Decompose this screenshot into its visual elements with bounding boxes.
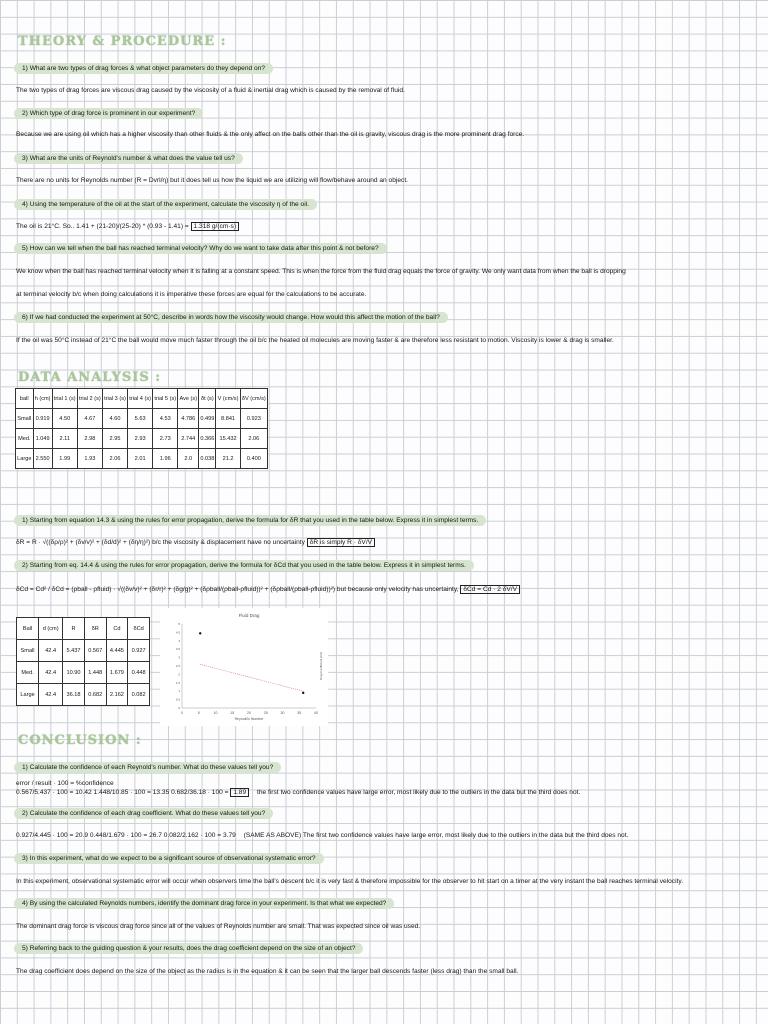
timing-table-header-cell: ball — [16, 389, 34, 409]
timing-table-cell: 2.01 — [128, 449, 153, 469]
theory-answer-1: The two types of drag forces are viscous drag caused by the viscosity of a fluid & inertial drag which is caused by the removal of fluid. — [16, 87, 405, 94]
timing-table-cell: 4.67 — [77, 409, 102, 429]
y-tick-label: 2 — [178, 672, 180, 677]
reynolds-table-cell: 10.90 — [63, 662, 85, 684]
reynolds-table-cell: 0.567 — [84, 640, 106, 662]
timing-table-cell: 2.550 — [33, 449, 52, 469]
reynolds-table-row — [17, 640, 150, 662]
timing-table-cell: 0.038 — [199, 449, 216, 469]
timing-table-cell: 0.366 — [199, 429, 216, 449]
drag-confidence-comment: (SAME AS ABOVE) The first two confidence values have large error, most likely due to the outliers in the data but the third does not. — [243, 832, 629, 839]
reynolds-confidence-box: 1.89 — [230, 788, 249, 797]
x-tick-label: 15 — [230, 711, 235, 715]
x-axis-label: Reynold's Number — [234, 717, 264, 721]
y-tick-label: 4 — [178, 638, 180, 643]
theory-answer-5a: We know when the ball has reached terminal velocity when it is falling at a constant speed. This is when the force from the fluid drag equals the force of gravity. We only want data from when the ball is dropping — [16, 268, 626, 275]
reynolds-confidence-calcs: 0.567/5.437 · 100 = 10.42 1.448/10.85 · 100 = 13.35 0.682/36.18 · 100 = — [16, 789, 229, 796]
reynolds-table-cell: 0.448 — [128, 662, 150, 684]
timing-data-table — [15, 388, 268, 469]
timing-table-cell: 2.0 — [178, 449, 199, 469]
reynolds-table-header-cell: Cd — [106, 618, 128, 640]
timing-table-header-cell: Ave (s) — [178, 389, 199, 409]
timing-table-cell: 0.400 — [240, 449, 267, 469]
timing-table-cell: 1.99 — [52, 449, 77, 469]
conclusion-question-1: 1) Calculate the confidence of each Reynold's number. What do these values tell you? — [14, 762, 281, 773]
timing-table-header-cell: h (cm) — [33, 389, 52, 409]
reynolds-table-cell: 36.18 — [63, 684, 85, 706]
analysis-question-1: 1) Starting from equation 14.3 & using the rules for error propagation, derive the formula for δR that you used in the table below. Express it in simplest terms. — [14, 515, 486, 526]
reynolds-table-cell: 42.4 — [39, 662, 63, 684]
y-tick-label: 3.5 — [175, 647, 180, 652]
theory-question-3: 3) What are the units of Reynold's number & what does the value tell us? — [14, 153, 243, 164]
reynolds-table-header-cell: δR — [84, 618, 106, 640]
reynolds-table-cell: 0.682 — [84, 684, 106, 706]
y-tick-label: 5 — [178, 622, 180, 626]
timing-table-cell: 2.95 — [102, 429, 127, 449]
reynolds-table-row — [17, 662, 150, 684]
timing-table-cell: 2.06 — [240, 429, 267, 449]
x-tick-label: 25 — [263, 711, 268, 715]
timing-table-cell: 4.60 — [102, 409, 127, 429]
y-tick-label: 0.5 — [175, 697, 180, 702]
analysis-formula-1 — [16, 538, 375, 547]
timing-table-cell: 2.98 — [77, 429, 102, 449]
conclusion-answer-3: In this experiment, observational systematic error will occur when observers time the ball's descent b/c it is very fast & therefore impossible for the observer to hit start on a timer at the very instant the ball reaches terminal velocity. — [16, 878, 684, 885]
reynolds-table-header-cell: δCd — [128, 618, 150, 640]
y-tick-label: 2.5 — [175, 664, 180, 668]
timing-table-cell: 2.73 — [153, 429, 178, 449]
reynolds-table-row — [17, 684, 150, 706]
conclusion-question-5: 5) Referring back to the guiding question & your results, does the drag coefficient depend on the size of an object? — [14, 943, 363, 954]
x-tick-label: 35 — [297, 711, 302, 715]
x-tick-label: 20 — [247, 711, 251, 715]
reynolds-table-cell: Large — [17, 684, 39, 706]
timing-table-cell: 2.06 — [102, 449, 127, 469]
reynolds-table-header-cell: d (cm) — [39, 618, 63, 640]
timing-table-cell: 4.786 — [178, 409, 199, 429]
y-tick-label: 1 — [178, 689, 180, 694]
conclusion-question-4: 4) By using the calculated Reynolds numbers, identify the dominant drag force in your experiment. Is that what we expected? — [14, 898, 394, 909]
conclusion-question-2: 2) Calculate the confidence of each drag coefficient. What do these values tell you? — [14, 808, 273, 819]
x-tick-label: 10 — [213, 711, 218, 715]
timing-table-header-cell: trial 3 (s) — [102, 389, 127, 409]
section-title-theory: THEORY & PROCEDURE : — [18, 34, 227, 49]
fluid-drag-chart — [160, 608, 328, 726]
timing-table-cell: Med. — [16, 429, 34, 449]
delta-cd-result-box: δCd = Cd · 2 δV/V — [460, 585, 520, 594]
trendline — [200, 664, 303, 691]
timing-table-cell: Small — [16, 409, 34, 429]
timing-table-header-cell: trial 4 (s) — [128, 389, 153, 409]
conclusion-question-3: 3) In this experiment, what do we expect to be a significant source of observational systematic error? — [14, 853, 324, 864]
timing-table-header-cell: δV (cm/s) — [240, 389, 267, 409]
timing-table-header-cell: trial 1 (s) — [52, 389, 77, 409]
x-tick-label: 30 — [280, 711, 285, 715]
timing-table-cell: 2.744 — [178, 429, 199, 449]
timing-table-row — [16, 429, 268, 449]
timing-table-cell: 15.432 — [216, 429, 240, 449]
delta-r-derivation: δR = R · √((δρ/ρ)² + (δv/v)² + (δd/d)² + (δη/η)²) b/c the viscosity & displacement have no uncertainty — [16, 539, 305, 546]
analysis-formula-2 — [16, 585, 520, 594]
timing-table-cell: 5.63 — [128, 409, 153, 429]
timing-table-cell: 0.923 — [240, 409, 267, 429]
theory-answer-4 — [16, 222, 239, 231]
timing-table-cell: 1.96 — [153, 449, 178, 469]
reynolds-table-cell: 1.679 — [106, 662, 128, 684]
timing-table-cell: 2.11 — [52, 429, 77, 449]
reynolds-table-cell: 2.162 — [106, 684, 128, 706]
chart-title: Fluid Drag — [238, 613, 260, 618]
reynolds-table-cell: 42.4 — [39, 640, 63, 662]
drag-confidence-calcs: 0.927/4.445 · 100 = 20.9 0.448/1.679 · 100 = 26.7 0.082/2.162 · 100 = 3.79 — [16, 832, 236, 839]
section-title-conclusion: CONCLUSION : — [18, 733, 142, 748]
timing-table-header-cell: V (cm/s) — [216, 389, 240, 409]
drag-confidence-row — [16, 831, 628, 840]
theory-answer-2: Because we are using oil which has a higher viscosity than other fluids & the only affect on the balls other than the oil is gravity, viscous drag is the more prominent drag force. — [16, 131, 525, 138]
analysis-question-2: 2) Starting from eq. 14.4 & using the rules for error propagation, derive the formula for δCd that you used in the table below. Express it in simplest terms. — [14, 560, 474, 571]
theory-answer-3: There are no units for Reynolds number (R = Dvrl/η) but it does tell us how the liquid we are utilizing will flow/behave around an object. — [16, 177, 408, 184]
timing-table-header-cell: trial 5 (s) — [153, 389, 178, 409]
timing-table-cell: 0.919 — [33, 409, 52, 429]
reynolds-table-cell: 42.4 — [39, 684, 63, 706]
reynolds-table-cell: Small — [17, 640, 39, 662]
timing-table-cell: 0.499 — [199, 409, 216, 429]
timing-table-cell: 21.2 — [216, 449, 240, 469]
reynolds-confidence-labels: error / result · 100 = %confidence — [16, 780, 114, 787]
reynolds-table-header-cell: Ball — [17, 618, 39, 640]
reynolds-table-header-row — [17, 618, 150, 640]
y-tick-label: 4.5 — [175, 630, 180, 635]
reynolds-table-cell: Med. — [17, 662, 39, 684]
delta-cd-derivation: δCd = Cd² / δCd = (ρball - ρfluid) · √((δv/v)² + (δr/r)² + (δg/g)² + (δρball/(ρball-ρfluid))² + (δρball/(ρball-ρfluid))²) but because only velocity has uncertainty, — [16, 586, 459, 593]
reynolds-drag-table — [16, 617, 150, 706]
reynolds-table-cell: 1.448 — [84, 662, 106, 684]
theory-question-1: 1) What are two types of drag forces & what object parameters do they depend on? — [14, 63, 273, 74]
y-tick-label: 0 — [178, 706, 180, 710]
reynolds-table-cell: 5.437 — [63, 640, 85, 662]
reynolds-table-cell: 4.445 — [106, 640, 128, 662]
theory-answer-5b: at terminal velocity b/c when doing calculations it is imperative these forces are equal for the calculations to be accurate. — [16, 291, 367, 298]
timing-table-cell: Large — [16, 449, 34, 469]
theory-answer-6: If the oil was 50°C instead of 21°C the ball would move much faster through the oil b/c the heated oil molecules are moving faster & are therefore less resistant to motion. Viscosity is lower & drag is smaller. — [16, 337, 614, 344]
timing-table-cell: 4.50 — [52, 409, 77, 429]
timing-table-row — [16, 409, 268, 429]
y-tick-label: 3 — [178, 655, 180, 660]
timing-table-header-row — [16, 389, 268, 409]
delta-r-result-box: δR is simply R · δV/V — [307, 538, 375, 547]
timing-table-cell: 1.93 — [77, 449, 102, 469]
viscosity-calculation: The oil is 21°C. So.. 1.41 + (21-20)/(25-20) * (0.93 - 1.41) = — [16, 223, 189, 230]
timing-table-header-cell: trial 2 (s) — [77, 389, 102, 409]
reynolds-table-cell: 0.927 — [128, 640, 150, 662]
conclusion-answer-4: The dominant drag force is viscous drag force since all of the values of Reynolds number are small. That was expected since oil was used. — [16, 923, 421, 930]
y-axis-label: Drag Coefficient (Cd) — [319, 651, 323, 681]
data-point — [302, 692, 304, 694]
x-tick-label: 40 — [314, 711, 318, 715]
timing-table-header-cell: δt (s) — [199, 389, 216, 409]
x-tick-label: 0 — [181, 711, 183, 715]
theory-question-2: 2) Which type of drag force is prominent in our experiment? — [14, 108, 203, 119]
reynolds-table-header-cell: R — [63, 618, 85, 640]
timing-table-cell: 4.53 — [153, 409, 178, 429]
reynolds-table-cell: 0.082 — [128, 684, 150, 706]
theory-question-6: 6) If we had conducted the experiment at 50°C, describe in words how the viscosity would change. How would this affect the motion of the ball? — [14, 312, 448, 323]
viscosity-result-box: 1.318 g/(cm·s) — [191, 222, 240, 231]
x-tick-label: 5 — [197, 711, 200, 715]
y-tick-label: 1.5 — [175, 680, 180, 685]
timing-table-cell: 1.049 — [33, 429, 52, 449]
timing-table-row — [16, 449, 268, 469]
section-title-data-analysis: DATA ANALYSIS : — [18, 370, 162, 385]
theory-question-4: 4) Using the temperature of the oil at the start of the experiment, calculate the viscosity η of the oil. — [14, 199, 317, 210]
reynolds-confidence-comment: the first two confidence values have large error, most likely due to the outliers in the data but the third does not. — [257, 789, 581, 796]
reynolds-confidence-row — [16, 788, 580, 797]
timing-table-cell: 2.93 — [128, 429, 153, 449]
data-point — [199, 632, 201, 634]
conclusion-answer-5: The drag coefficient does depend on the size of the object as the radius is in the equation & it can be seen that the larger ball descends faster (less drag) than the small ball. — [16, 968, 519, 975]
timing-table-cell: 8.841 — [216, 409, 240, 429]
theory-question-5: 5) How can we tell when the ball has reached terminal velocity? Why do we want to take data after this point & not before? — [14, 243, 387, 254]
